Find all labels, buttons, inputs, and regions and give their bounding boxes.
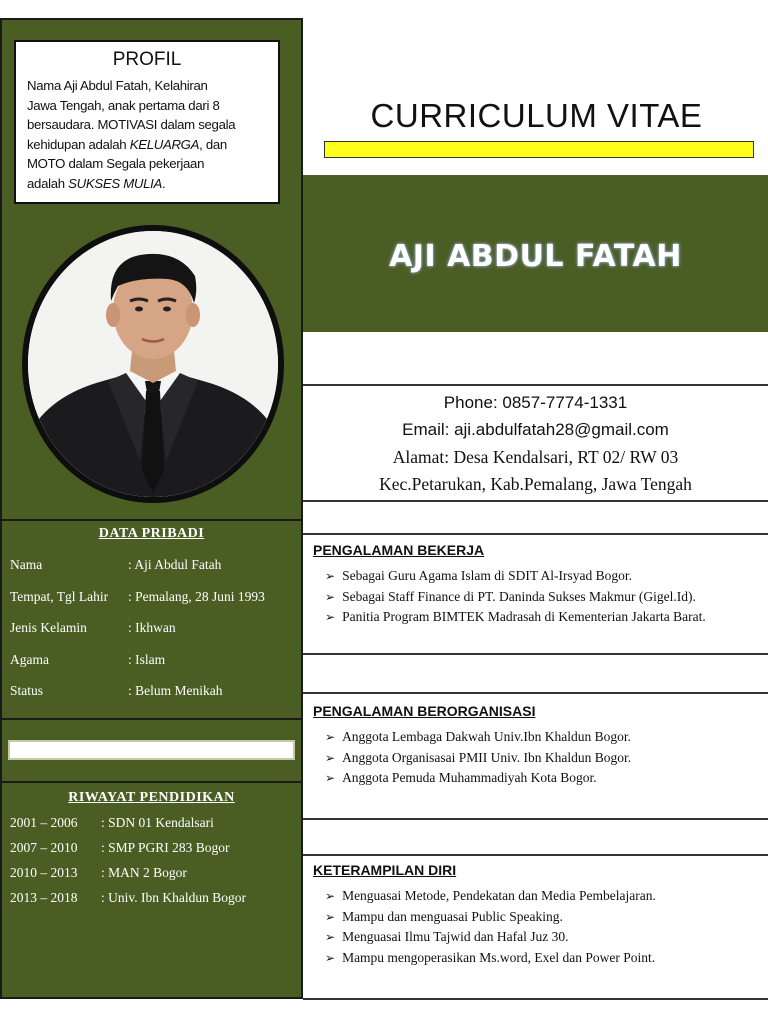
data-value: : Pemalang, 28 Juni 1993 [128, 589, 265, 604]
profil-line: Nama Aji Abdul Fatah, Kelahiran [27, 78, 208, 93]
list-item: ➢ Mampu mengoperasikan Ms.word, Exel dan Power Point. [325, 948, 765, 969]
keterampilan-list [325, 886, 765, 968]
list-item: ➢ Menguasai Ilmu Tajwid dan Hafal Juz 30. [325, 927, 765, 948]
edu-school: : SDN 01 Kendalsari [101, 815, 214, 830]
list-item: ➢ Mampu dan menguasai Public Speaking. [325, 907, 765, 928]
profil-text [27, 76, 273, 193]
portrait-illustration [28, 231, 278, 497]
data-pribadi-title: DATA PRIBADI [98, 526, 205, 541]
organisasi-list [325, 727, 765, 789]
profil-line: kehidupan adalah KELUARGA, dan [27, 136, 227, 152]
pendidikan-title: RIWAYAT PENDIDIKAN [68, 790, 235, 805]
profil-line: bersaudara. MOTIVASI dalam segala [27, 117, 236, 132]
bekerja-list [325, 566, 765, 628]
name-band [303, 175, 768, 332]
edu-years: 2007 – 2010 [10, 840, 78, 855]
contact-phone: Phone: 0857-7774-1331 [443, 393, 628, 412]
organisasi-title: PENGALAMAN BERORGANISASI [313, 703, 536, 719]
edu-years: 2001 – 2006 [10, 815, 78, 830]
contact-email: Email: aji.abdulfatah28@gmail.com [402, 420, 669, 439]
list-item: ➢ Anggota Pemuda Muhammadiyah Kota Bogor. [325, 768, 765, 789]
profile-photo-image [28, 231, 278, 497]
data-value: : Belum Menikah [128, 683, 223, 698]
data-label: Agama [10, 652, 49, 667]
profil-line: MOTO dalam Segala pekerjaan [27, 156, 205, 171]
edu-school: : Univ. Ibn Khaldun Bogor [101, 890, 246, 905]
list-item: ➢ Anggota Lembaga Dakwah Univ.Ibn Khaldun Bogor. [325, 727, 765, 748]
profil-line: adalah SUKSES MULIA. [27, 175, 166, 191]
divider [303, 818, 768, 820]
divider [303, 854, 768, 856]
cv-title: CURRICULUM VITAE [370, 97, 703, 134]
data-value: : Ikhwan [128, 620, 176, 635]
divider [303, 500, 768, 502]
divider [303, 533, 768, 535]
profil-line: Jawa Tengah, anak pertama dari 8 [27, 97, 220, 113]
edu-years: 2010 – 2013 [10, 865, 78, 880]
list-item: ➢ Anggota Organisasai PMII Univ. Ibn Khaldun Bogor. [325, 748, 765, 769]
contact-address-2: Kec.Petarukan, Kab.Pemalang, Jawa Tengah [379, 474, 692, 494]
divider [303, 998, 768, 1000]
list-item: ➢ Sebagai Staff Finance di PT. Daninda Sukses Makmur (Gigel.Id). [325, 587, 765, 608]
contact-address-1: Alamat: Desa Kendalsari, RT 02/ RW 03 [392, 447, 679, 467]
divider [0, 718, 303, 720]
data-label: Nama [10, 557, 43, 572]
profile-photo [22, 225, 284, 503]
full-name: AJI ABDUL FATAH [389, 239, 682, 274]
profil-box [14, 40, 280, 204]
profil-title: PROFIL [112, 49, 182, 70]
data-value: : Aji Abdul Fatah [128, 557, 222, 572]
yellow-accent-bar [324, 141, 754, 158]
list-item: ➢ Panitia Program BIMTEK Madrasah di Kementerian Jakarta Barat. [325, 607, 765, 628]
keterampilan-title: KETERAMPILAN DIRI [313, 862, 457, 878]
edu-school: : MAN 2 Bogor [101, 865, 187, 880]
divider [303, 384, 768, 386]
data-label: Jenis Kelamin [10, 620, 87, 635]
data-label: Tempat, Tgl Lahir [10, 589, 109, 604]
blank-bar [8, 740, 295, 760]
edu-years: 2013 – 2018 [10, 890, 78, 905]
divider [303, 692, 768, 694]
divider [0, 519, 303, 521]
list-item: ➢ Sebagai Guru Agama Islam di SDIT Al-Irsyad Bogor. [325, 566, 765, 587]
divider [303, 653, 768, 655]
edu-school: : SMP PGRI 283 Bogor [101, 840, 230, 855]
data-value: : Islam [128, 652, 166, 667]
data-label: Status [10, 683, 44, 698]
bekerja-title: PENGALAMAN BEKERJA [313, 542, 485, 558]
divider [0, 781, 303, 783]
list-item: ➢ Menguasai Metode, Pendekatan dan Media Pembelajaran. [325, 886, 765, 907]
